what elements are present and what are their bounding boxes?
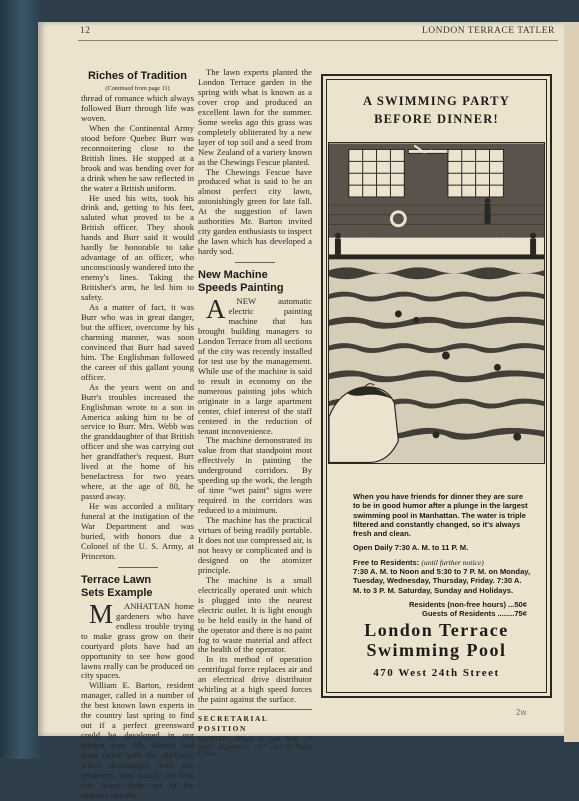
title-line: Terrace Lawn	[81, 573, 152, 586]
paragraph: The machine demonstrated its value from that standpoint most effectively in painting the underground corridors. By speeding up the work, the length of time “wet paint” signs were required in the corridors was reduced to a minimum.	[198, 435, 312, 516]
drop-cap: M	[89, 598, 114, 629]
title-line: Speeds Painting	[198, 282, 284, 295]
paragraph: The lawn experts planted the London Terrace garden in the spring with what is known as a cover crop and produced an excellent lawn for the summer. Some weeks ago this grass was completely obliterated by a new layer of top soil and a seed from New Zealand of a variety known as the Chewings Fescue planted.	[198, 67, 312, 167]
paragraph: William E. Barton, resident manager, called in a number of the best known lawn experts in the country last spring to find out if a perfect greensward could be developed in our garden acre. Mr. Barton had been faced with the difficulty which discourages most city gardeners, who usually see their city lawns fade out in the summer months.	[81, 680, 194, 800]
pool-address: 470 West 24th Street	[373, 667, 500, 679]
rate-row	[353, 609, 531, 618]
paragraph-text: NEW automatic electric painting machine that has brought building managers to London Terrace from all sections of the city was recently installed for test use by the management. While use of the machine is said to result in economy on the numerous painting jobs which originate in a large apartment center, chief interest of the staff centered in the reduction of tenant inconvenience.	[198, 296, 312, 436]
title-line: New Machine	[198, 269, 268, 282]
ad-body	[353, 492, 531, 619]
headline-line: BEFORE DINNER!	[374, 112, 499, 126]
rate-price: 75¢	[514, 609, 527, 619]
residents-hours: 7:30 A. M. to Noon and 5:30 to 7 P. M. on Monday, Tuesday, Wednesday, Thursday, Friday. 7:30 A. M. to 3 P. M. Saturday, Sunday and Holidays.	[353, 567, 531, 595]
pool-name-line: London Terrace	[364, 620, 509, 640]
title-line: Sets Example	[81, 586, 153, 599]
residents-label: Free to Residents:	[353, 557, 420, 567]
paragraph: The machine has the practical virtues of being readily portable. It does not use compressed air, is not heavy or complicated and is designed on the atomizer principle.	[198, 515, 312, 575]
section-divider	[235, 262, 275, 263]
continued-note: (Continued from page 11)	[105, 85, 170, 92]
rate-dots: ........	[497, 609, 515, 619]
rate-dots: ...	[507, 599, 515, 609]
paragraph: In its method of operation centrifugal force replaces air and an electrical drive distributor whirling at a high speed forces the paint against the surface.	[198, 654, 312, 705]
ad-residents	[353, 558, 531, 567]
pool-name-line: Swimming Pool	[366, 640, 507, 660]
section-divider	[118, 567, 158, 568]
paragraph: The Chewings Fescue have produced what is said to be an almost perfect city lawn, astonishingly green for late fall. At the suggestion of lawn authorities Mr. Barton invited city garden enthusiasts to inspect the lawn which has developed a hardy sod.	[198, 166, 312, 257]
rate-row	[353, 600, 531, 609]
classified-text: WANTED—Whole or part time. 15 years' experience. “Y,” care of Tatler Office.	[198, 735, 312, 759]
article-title	[198, 269, 312, 295]
pool-advertisement	[321, 74, 552, 698]
header-rule	[78, 40, 558, 41]
ad-headline	[323, 92, 550, 128]
column-1	[81, 68, 194, 801]
book-binding	[0, 0, 40, 759]
rate-price: 50¢	[514, 599, 527, 609]
paragraph-text: ANHATTAN home gardeners who have endless trouble trying to make grass grow on their courtyard plots have had an opportunity to see how good lawns really can be produced on city spaces.	[81, 600, 194, 681]
classified-label: SECRETARIAL POSITION	[198, 714, 269, 734]
paragraph: The machine is a small electrically operated unit which is plugged into the nearest electric outlet. It is light enough to be held easily in the hand of the operator and there is no paint fog to waste material and affect the health of the operator.	[198, 574, 312, 655]
pencil-mark: 2w	[516, 708, 527, 717]
paragraph: thread of romance which always followed Burr through life was woven.	[81, 93, 194, 123]
rate-label: Residents (non-free hours)	[408, 599, 506, 609]
classified-rule	[198, 709, 312, 710]
swimming-pool-illustration	[328, 142, 545, 464]
paragraph	[81, 598, 194, 682]
drop-cap: A	[206, 294, 226, 325]
paragraph: As the years went on and Burr's troubles increased the Englishman wrote to a son in America asking him to be of service to Burr. Mrs. Webb was the granddaughter of that British officer and she was carrying out her grandfather's request. Burr lived at the home of his benefactress for two years where, at the age of 80, he passed away.	[81, 381, 194, 502]
pool-name	[323, 620, 550, 660]
paragraph: When the Continental Army stood before Quebec Burr was reconnoitering close to the British lines. He stopped at a brook and was bending over for a drink when he saw reflected in the water a British uniform.	[81, 122, 194, 193]
residents-note: (until further notice)	[421, 557, 484, 567]
ad-pitch: When you have friends for dinner they are sure to be in good humor after a plunge in the largest swimming pool in Manhattan. The water is triple filtered and constantly changed, so it's always fresh and clean.	[353, 492, 528, 539]
rate-label: Guests of Residents	[422, 609, 496, 619]
paragraph: As a matter of fact, it was Burr who was in great danger, but the officer, overcome by his charming manner, was soon convinced that Burr had saved him. The Englishman followed the career of this gallant young officer.	[81, 302, 194, 382]
headline-line: A SWIMMING PARTY	[362, 94, 510, 108]
paragraph: He was accorded a military funeral at the instigation of the War Department and was buried, with honors due a Colonel of the U. S. Army, at Princeton.	[81, 501, 194, 561]
article-title: Riches of Tradition	[87, 70, 187, 82]
ad-hours: Open Daily 7:30 A. M. to 11 P. M.	[353, 543, 469, 553]
paragraph: He used his wits, took his drink and, getting to his feet, saluted what proved to be a British officer. They shook hands and Burr said it would hardly be honorable to take advantage of an officer, who unconsciously wandered into the enemy's lines. Taking the Britisher's arm, he led him to safety.	[81, 192, 194, 303]
next-page-edge	[564, 22, 579, 742]
running-header: LONDON TERRACE TATLER	[422, 26, 555, 36]
paragraph	[198, 294, 312, 436]
column-2	[198, 68, 312, 759]
article-title	[81, 574, 194, 600]
page-number: 12	[80, 26, 91, 36]
